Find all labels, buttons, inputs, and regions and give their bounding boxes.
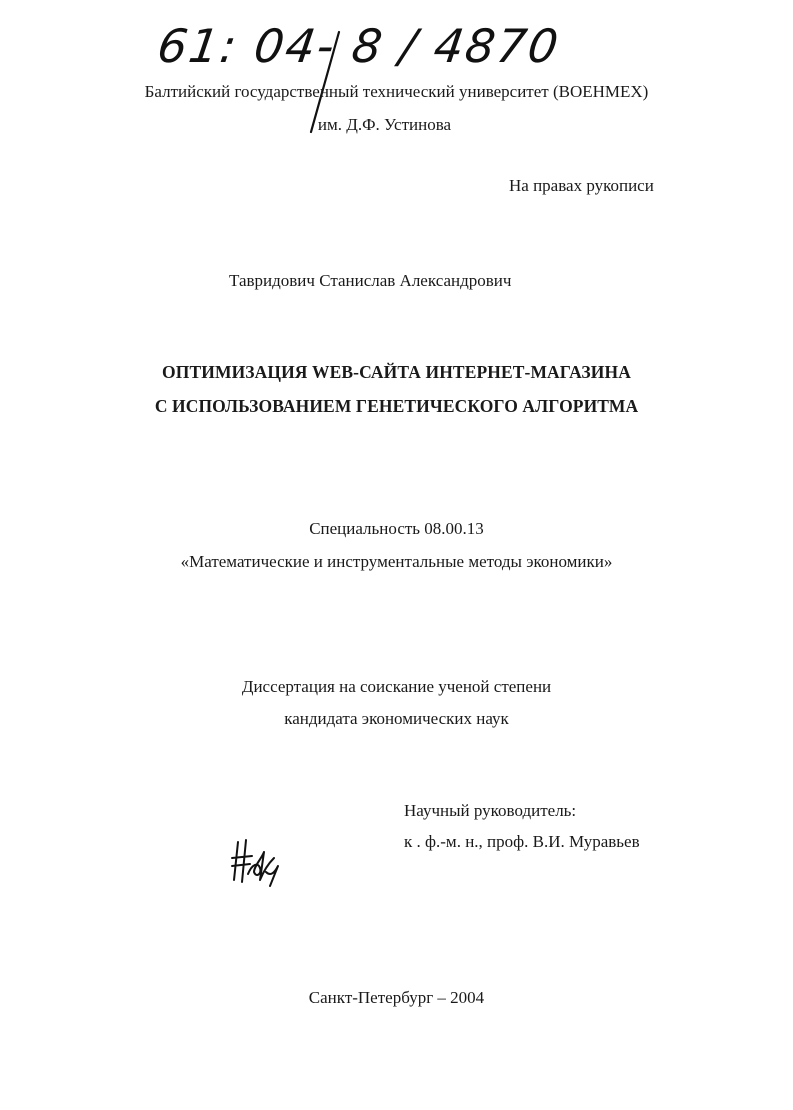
degree-line-1: Диссертация на соискание ученой степени (241, 677, 552, 696)
institution-named-after (0, 115, 793, 135)
thesis-title-line-1: ОПТИМИЗАЦИЯ WEB-САЙТА ИНТЕРНЕТ-МАГАЗИНА (162, 362, 631, 382)
specialty-code: Специальность 08.00.13 (309, 519, 484, 538)
named-after-text: им. Д.Ф. Устинова (317, 115, 452, 134)
supervisor-label: Научный руководитель: (404, 801, 577, 820)
thesis-title-line-2: С ИСПОЛЬЗОВАНИЕМ ГЕНЕТИЧЕСКОГО АЛГОРИТМА (154, 396, 639, 416)
city-year: Санкт-Петербург – 2004 (308, 988, 485, 1007)
archive-number-handwritten: 61: 04- 8 / 4870 (154, 19, 564, 73)
institution-name: Балтийский государственный технический университет (ВОЕНМЕХ) (144, 82, 649, 101)
signature-mark (230, 836, 282, 888)
specialty-name: «Математические и инструментальные методы экономики» (180, 552, 613, 571)
author-name: Тавридович Станислав Александрович (229, 271, 512, 290)
supervisor-name: к . ф.-м. н., проф. В.И. Муравьев (404, 832, 640, 851)
rights-note: На правах рукописи (509, 176, 654, 195)
degree-line-2: кандидата экономических наук (284, 709, 509, 728)
